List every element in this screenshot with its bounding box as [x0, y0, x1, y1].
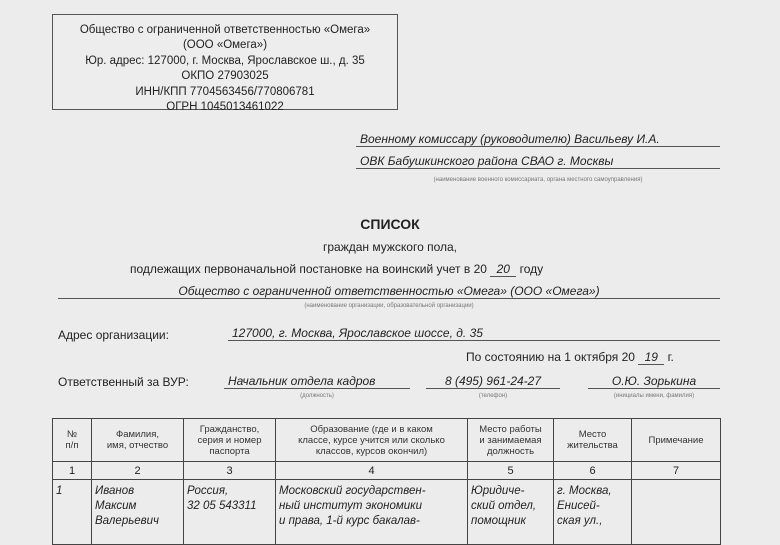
address-value: 127000, г. Москва, Ярославское шоссе, д. 35 [228, 326, 720, 341]
stamp-ogrn: ОГРН 1045013461022 [166, 101, 284, 114]
addressee-office: ОВК Бабушкинского района СВАО г. Москвы [356, 154, 720, 169]
organization-name: Общество с ограниченной ответственностью «Омега» (ООО «Омега») [58, 284, 720, 299]
cell-workplace: Юридиче- ский отдел, помощник [468, 480, 554, 545]
stamp-company-name: Общество с ограниченной ответственностью «Омега» [79, 24, 371, 36]
responsible-phone: 8 (495) 961-24-27 [426, 374, 560, 389]
addressee-commissar: Военному комиссару (руководителю) Васильеву И.А. [356, 132, 720, 147]
subtitle-suffix: году [519, 262, 544, 276]
addressee-caption: (наименование военного комиссариата, органа местного самоуправления) [433, 177, 643, 183]
header-number: № п/п [53, 419, 92, 462]
cell-education: Московский государствен- ный институт экономики и права, 1-й курс бакалав- [276, 480, 468, 545]
as-of-year: 19 [638, 350, 664, 365]
column-number: 7 [632, 462, 721, 480]
header-full-name: Фамилия, имя, отчество [92, 419, 184, 462]
address-label: Адрес организации: [58, 328, 169, 342]
cell-citizenship: Россия, 32 05 543311 [184, 480, 276, 545]
cell-full-name: Иванов Максим Валерьевич [92, 480, 184, 545]
responsible-phone-caption: (телефон) [478, 393, 508, 399]
cell-note [632, 480, 721, 545]
cell-residence: г. Москва, Енисей- ская ул., [554, 480, 632, 545]
stamp-company-short: (ООО «Омега») [182, 39, 268, 52]
header-workplace: Место работы и занимаемая должность [468, 419, 554, 462]
table-row [53, 480, 721, 545]
company-stamp [52, 14, 398, 114]
stamp-okpo: ОКПО 27903025 [181, 70, 269, 83]
document-subtitle-line2 [130, 262, 543, 277]
table-column-numbers-row [53, 462, 721, 480]
column-number: 6 [554, 462, 632, 480]
responsible-position: Начальник отдела кадров [224, 374, 410, 389]
header-note: Примечание [632, 419, 721, 462]
as-of-prefix: По состоянию на 1 октября 20 [466, 350, 635, 364]
column-number: 3 [184, 462, 276, 480]
subtitle-year: 20 [490, 262, 516, 277]
organization-caption: (наименование организации, образовательной организации) [304, 303, 474, 309]
responsible-name: О.Ю. Зорькина [588, 374, 720, 389]
as-of-suffix: г. [667, 350, 674, 364]
header-education: Образование (где и в каком классе, курсе учится или сколько классов, курсов окончил) [276, 419, 468, 462]
document-subtitle: граждан мужского пола, [322, 240, 458, 254]
column-number: 4 [276, 462, 468, 480]
header-citizenship: Гражданство, серия и номер паспорта [184, 419, 276, 462]
responsible-position-caption: (должность) [300, 393, 334, 399]
responsible-label: Ответственный за ВУР: [58, 375, 189, 389]
document-title: СПИСОК [360, 216, 420, 232]
column-number: 5 [468, 462, 554, 480]
cell-number: 1 [53, 480, 92, 545]
header-residence: Место жительства [554, 419, 632, 462]
subtitle-prefix: подлежащих первоначальной постановке на воинский учет в 20 [130, 262, 487, 276]
table-header-row [53, 419, 721, 462]
column-number: 2 [92, 462, 184, 480]
column-number: 1 [53, 462, 92, 480]
as-of-line [466, 350, 674, 365]
responsible-name-caption: (инициалы имени, фамилия) [613, 393, 695, 399]
stamp-legal-address: Юр. адрес: 127000, г. Москва, Ярославское ш., д. 35 [85, 54, 365, 67]
citizens-table [52, 418, 721, 545]
stamp-inn-kpp: ИНН/КПП 7704563456/770806781 [135, 85, 315, 98]
